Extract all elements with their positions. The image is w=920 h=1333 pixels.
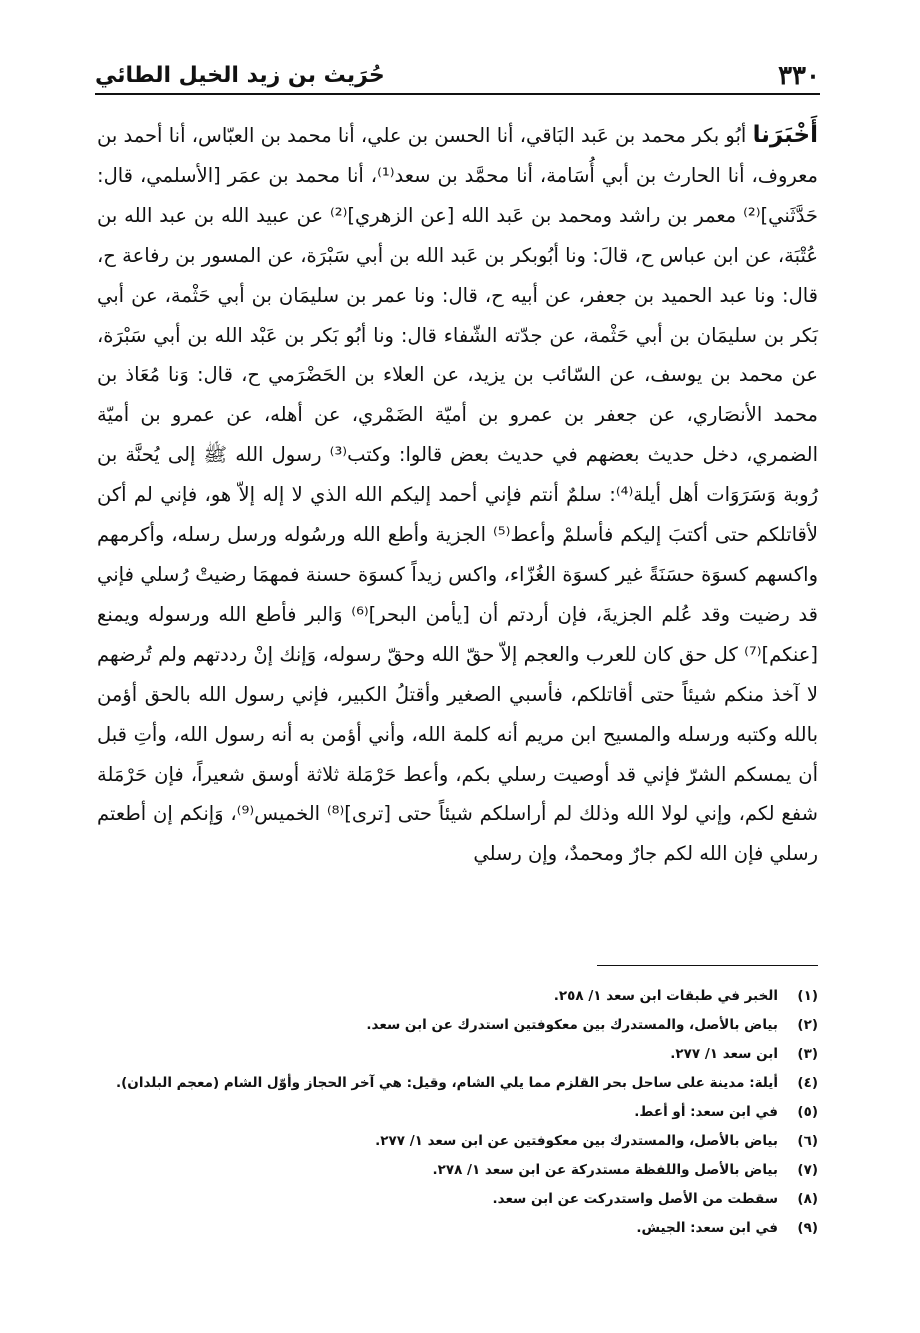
footnote-number: (٣) (797, 1046, 818, 1062)
footnote-item (97, 982, 818, 1011)
footnote-number: (٧) (797, 1162, 818, 1178)
footnote-number: (٨) (797, 1191, 818, 1207)
body-text: أبُو بكر محمد بن عَبد البَاقي، أنا الحسن بن علي، أنا محمد بن العبّاس، أنا أحمد بن معروف، أنا الحارث بن أبي أُسَامة، أنا محمَّد بن سعد⁽¹⁾، أنا محمد بن عمَر [الأسلمي، قال: حَدَّثَني]⁽²⁾ معمر بن راشد ومحمد بن عَبد الله [عن الزهري]⁽²⁾ عن عبيد الله بن عبد الله بن عُتْبَة، عن ابن عباس ح، قالَ: ونا أبُوبكر بن عَبد الله بن أبي سَبْرَة، عن المسور بن رفاعة ح، قال: ونا عبد الحميد بن جعفر، عن أبيه ح، قال: ونا عمر بن سليمَان بن أبي حَثْمة، عن أبي بَكر بن سليمَان بن أبي حَثْمة، عن جدّته الشّفاء قال: ونا أبُو بَكر بن عَبْد الله بن أبي سَبْرَة، عن محمد بن يوسف، عن السّائب بن يزيد، عن العلاء بن الحَضْرَمي ح، قال: وَنا مُعَاذ بن محمد الأنصَاري، عن جعفر بن عمرو بن أميّة الضَمْري، عن أهله، عن عمرو بن أميّة الضمري، دخل حديث بعضهم في حديث بعض قالوا: وكتب⁽³⁾ رسول الله ﷺ إلى يُحنَّة بن رُوبة وَسَرَوَات أهل أيلة⁽⁴⁾: سلمٌ أنتم فإني أحمد إليكم الله الذي لا إله إلاّ هو، فإني لم أكن لأقاتلكم حتى أكتبَ إليكم فأسلمْ وأعط⁽⁵⁾ الجزية وأطع الله ورسُوله ورسل رسله، وأكرمهم واكسهم كسوَة حسَنَةً غير كسوَة الغُزّاء، واكس زيداً كسوَة حسنة فمهمَا رضيتْ رُسلي فإني قد رضيت وقد عُلم الجزيةَ، فإن أردتم أن [يأمن البحر]⁽⁶⁾ وَالبر فأطع الله ورسوله ويمنع [عنكم]⁽⁷⁾ كل حق كان للعرب والعجم إلاّ حقّ الله وحقّ رسوله، وَإنك إنْ رددتهم ولم تُرضهم لا آخذ منكم شيئاً حتى أقاتلكم، فأسبي الصغير وأقتلُ الكبير، فإني رسول الله بالحق أؤمن بالله وكتبه ورسله والمسيح ابن مريم أنه كلمة الله، وأني أؤمن به أنه رسول الله، وأتِ قبل أن يمسكم الشرّ فإني قد أوصيت رسلي بكم، وأعط حَرْمَلة ثلاثة أوسق شعيراً، فإن حَرْمَلة شفع لكم، وإني لولا الله وذلك لم أراسلكم شيئاً حتى [ترى]⁽⁸⁾ الخميس⁽⁹⁾، وَإنكم إن أطعتم رسلي فإن الله لكم جارٌ ومحمدٌ، وإن رسلي (97, 124, 819, 866)
footnote-item (97, 1127, 818, 1156)
footnote-item (97, 1011, 818, 1040)
header-rule (95, 93, 820, 95)
footnote-text: بياض بالأصل، والمستدرك بين معكوفتين استدرك عن ابن سعد. (366, 1017, 778, 1033)
footnote-item (97, 1214, 818, 1243)
footnote-item (97, 1069, 818, 1098)
footnote-number: (٥) (797, 1104, 818, 1120)
footnote-number: (٢) (797, 1017, 818, 1033)
running-header (95, 55, 820, 91)
footnote-text: سقطت من الأصل واستدركت عن ابن سعد. (492, 1191, 778, 1207)
footnote-number: (٩) (797, 1220, 818, 1236)
footnote-item (97, 1040, 818, 1069)
footnote-text: بياض بالأصل واللفظة مستدركة عن ابن سعد ١/ ٢٧٨. (432, 1162, 778, 1178)
opening-word: أَخْبَرَنا (752, 122, 818, 148)
main-text (97, 116, 818, 874)
footnotes-list (97, 982, 818, 1243)
footnote-text: الخبر في طبقات ابن سعد ١/ ٢٥٨. (553, 988, 778, 1004)
footnote-text: أيلة: مدينة على ساحل بحر القلزم مما يلي الشام، وقيل: هي آخر الحجاز وأوّل الشام (معجم البلدان). (116, 1075, 778, 1091)
page-number: ٣٣٠ (778, 61, 820, 91)
footnote-number: (٦) (797, 1133, 818, 1149)
footnote-text: في ابن سعد: الجيش. (636, 1220, 778, 1236)
footnote-text: ابن سعد ١/ ٢٧٧. (670, 1046, 778, 1062)
footnote-item (97, 1185, 818, 1214)
footnote-text: في ابن سعد: أو أعط. (634, 1104, 778, 1120)
running-title: حُرَيث بن زيد الخيل الطائي (95, 63, 385, 88)
footnote-text: بياض بالأصل، والمستدرك بين معكوفتين عن ابن سعد ١/ ٢٧٧. (375, 1133, 778, 1149)
footnote-separator (597, 965, 818, 966)
footnote-item (97, 1098, 818, 1127)
footnote-item (97, 1156, 818, 1185)
footnote-number: (١) (797, 988, 818, 1004)
footnote-number: (٤) (797, 1075, 818, 1091)
